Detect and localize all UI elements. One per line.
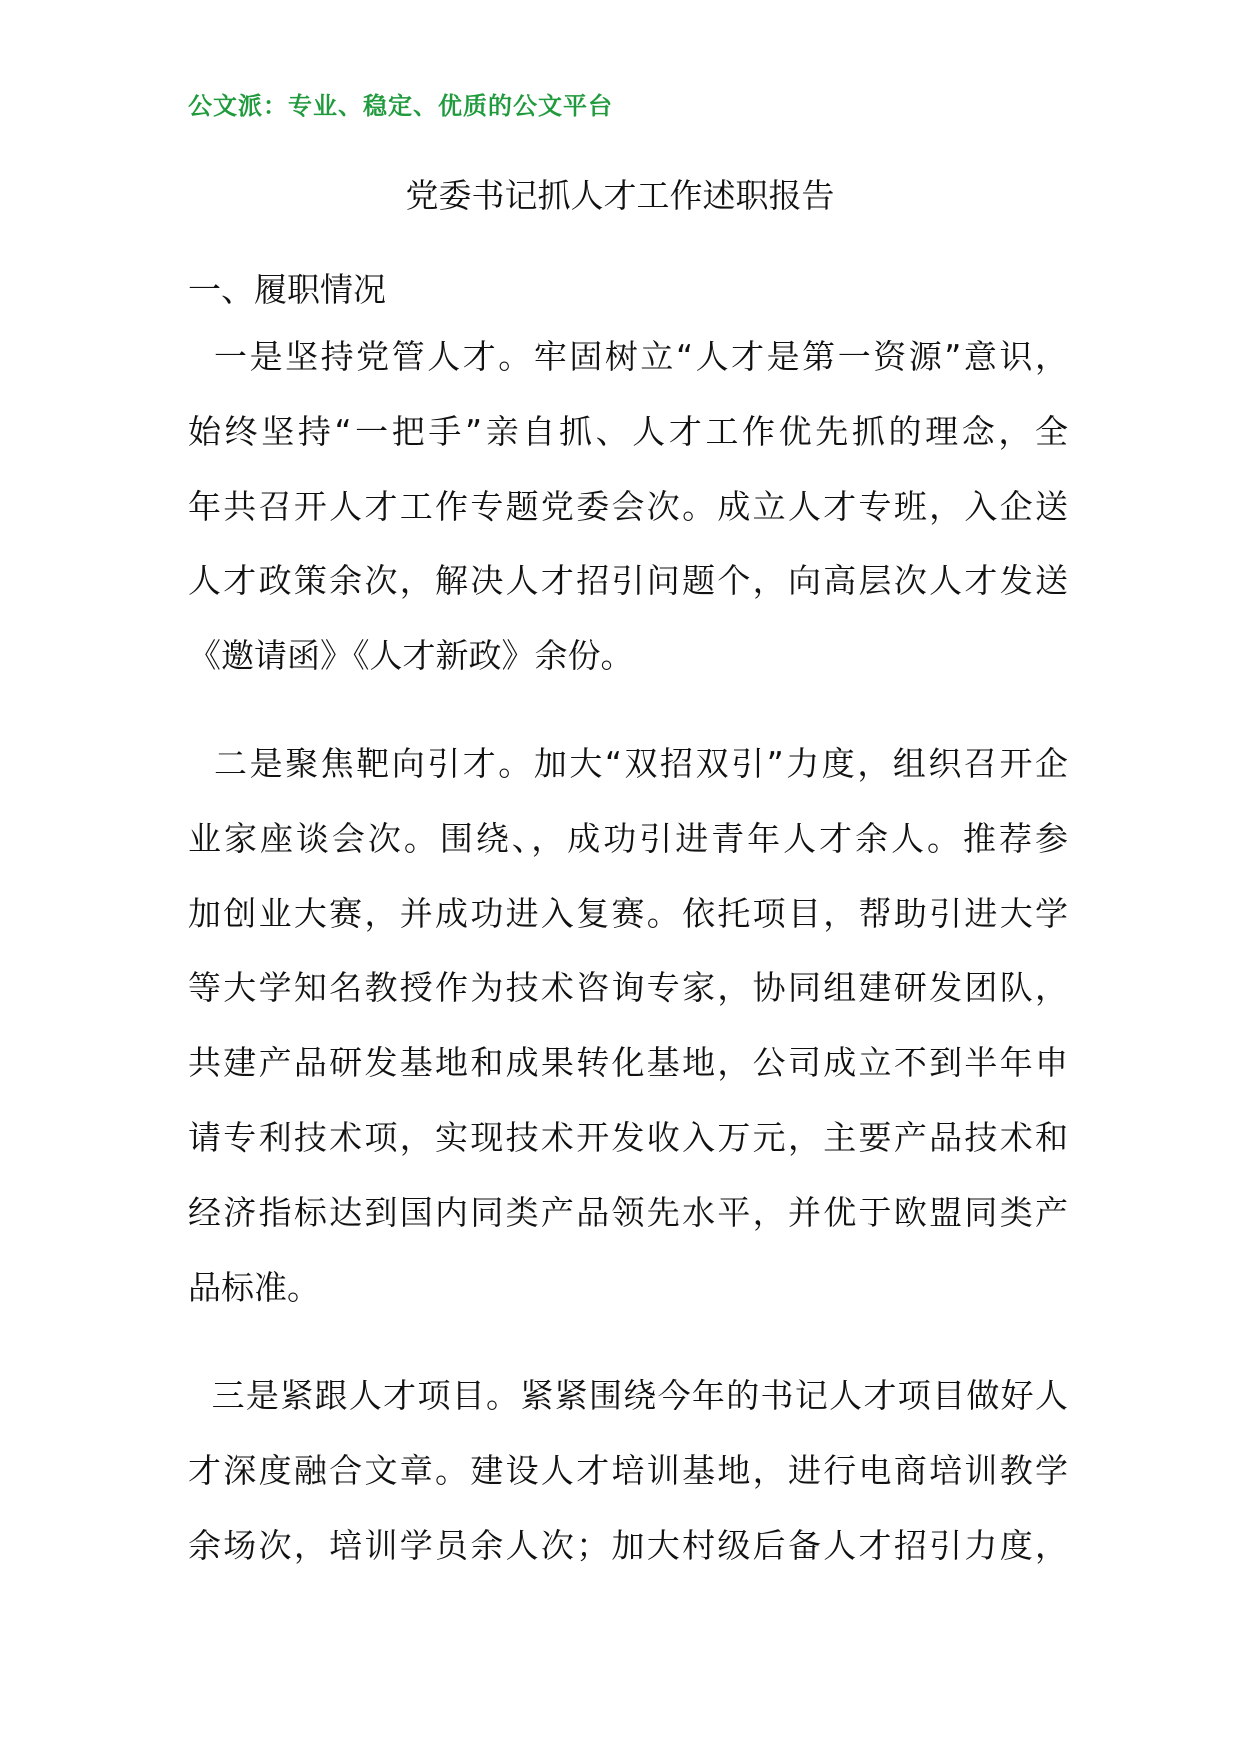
paragraph-line: 余场次，培训学员余人次；加大村级后备人才招引力度， xyxy=(188,1525,1068,1565)
watermark-banner: 公文派：专业、稳定、优质的公文平台 xyxy=(188,92,613,120)
paragraph-2 xyxy=(188,727,1068,1325)
paragraph-line: 经济指标达到国内同类产品领先水平，并优于欧盟同类产 xyxy=(188,1192,1068,1232)
paragraph-line: 业家座谈会次。围绕、，成功引进青年人才余人。推荐参 xyxy=(188,818,1068,858)
paragraph-line: 品标准。 xyxy=(188,1267,320,1307)
paragraph-line: 才深度融合文章。建设人才培训基地，进行电商培训教学 xyxy=(188,1450,1068,1490)
paragraph-line: 请专利技术项，实现技术开发收入万元，主要产品技术和 xyxy=(188,1117,1068,1157)
paragraph-line: 年共召开人才工作专题党委会次。成立人才专班，入企送 xyxy=(188,486,1068,526)
paragraph-line: 二是聚焦靶向引才。加大“双招双引”力度，组织召开企 xyxy=(188,744,1068,783)
paragraph-line: 共建产品研发基地和成果转化基地，公司成立不到半年申 xyxy=(188,1043,1068,1083)
document-title: 党委书记抓人才工作述职报告 xyxy=(405,176,835,215)
paragraph-line: 《邀请函》《人才新政》余份。 xyxy=(188,636,634,676)
paragraph-1 xyxy=(188,320,1068,694)
paragraph-line: 人才政策余次，解决人才招引问题个，向高层次人才发送 xyxy=(188,561,1068,601)
paragraph-line: 始终坚持“一把手”亲自抓、人才工作优先抓的理念，全 xyxy=(188,411,1068,451)
paragraph-line: 一是坚持党管人才。牢固树立“人才是第一资源”意识， xyxy=(188,337,1068,376)
paragraph-line: 等大学知名教授作为技术咨询专家，协同组建研发团队， xyxy=(188,968,1068,1008)
paragraph-line: 加创业大赛，并成功进入复赛。依托项目，帮助引进大学 xyxy=(188,893,1068,933)
paragraph-3 xyxy=(188,1359,1068,1583)
section-heading: 一、履职情况 xyxy=(188,270,386,309)
paragraph-line: 三是紧跟人才项目。紧紧围绕今年的书记人才项目做好人 xyxy=(188,1376,1068,1415)
